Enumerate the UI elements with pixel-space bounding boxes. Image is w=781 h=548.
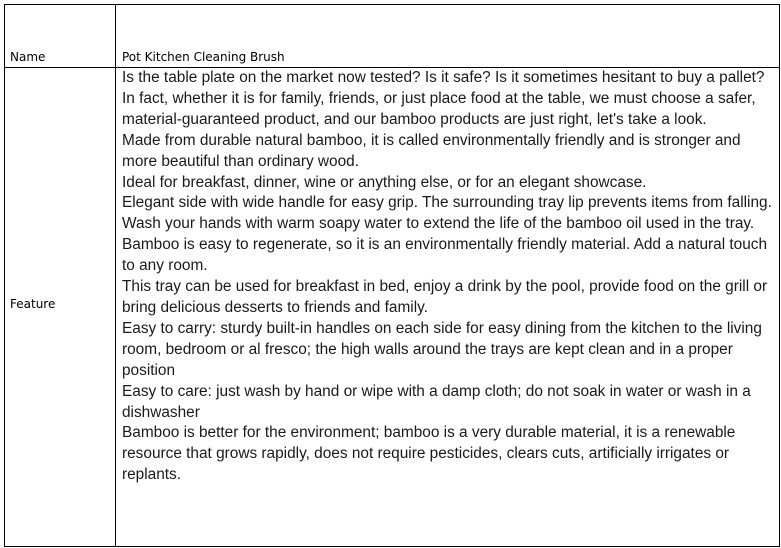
product-name: Pot Kitchen Cleaning Brush	[122, 50, 285, 64]
feature-paragraph: Wash your hands with warm soapy water to extend the life of the bamboo oil used in the tray.	[122, 215, 755, 233]
feature-paragraph: Made from durable natural bamboo, it is called environmentally friendly and is stronger and more beautiful than ordinary wood.	[122, 131, 741, 170]
feature-paragraph: This tray can be used for breakfast in bed, enjoy a drink by the pool, provide food on the grill or bring delicious desserts to friends and family.	[122, 278, 768, 316]
feature-label: Feature	[10, 297, 56, 311]
feature-row	[5, 68, 780, 547]
feature-paragraph: Bamboo is easy to regenerate, so it is an environmentally friendly material. Add a natural touch to any room.	[122, 236, 768, 275]
feature-paragraph: Elegant side with wide handle for easy grip. The surrounding tray lip prevents items from falling.	[122, 194, 772, 212]
feature-paragraph: Bamboo is better for the environment; bamboo is a very durable material, it is a renewable resource that grows rapidly, does not require pesticides, clears cuts, artificially irrigates or replants.	[122, 424, 736, 484]
name-row	[5, 5, 780, 68]
name-value-cell	[116, 5, 780, 68]
feature-text-cell	[116, 68, 780, 547]
feature-paragraph: Easy to carry: sturdy built-in handles on each side for easy dining from the kitchen to the living room, bedroom or al fresco; the high walls around the trays are kept clean and in a proper position	[122, 319, 762, 379]
name-label: Name	[10, 50, 46, 64]
feature-paragraph: Easy to care: just wash by hand or wipe with a damp cloth; do not soak in water or wash in a dishwasher	[122, 382, 751, 421]
feature-label-cell	[5, 68, 116, 547]
feature-paragraph: Ideal for breakfast, dinner, wine or anything else, or for an elegant showcase.	[122, 173, 647, 191]
feature-paragraph: In fact, whether it is for family, friends, or just place food at the table, we must choose a safer, material-guaranteed product, and our bamboo products are just right, let's take a look.	[122, 89, 756, 128]
feature-paragraph: Is the table plate on the market now tested? Is it safe? Is it sometimes hesitant to buy a pallet?	[122, 69, 765, 86]
name-label-cell	[5, 5, 116, 68]
product-spec-table	[4, 4, 780, 547]
